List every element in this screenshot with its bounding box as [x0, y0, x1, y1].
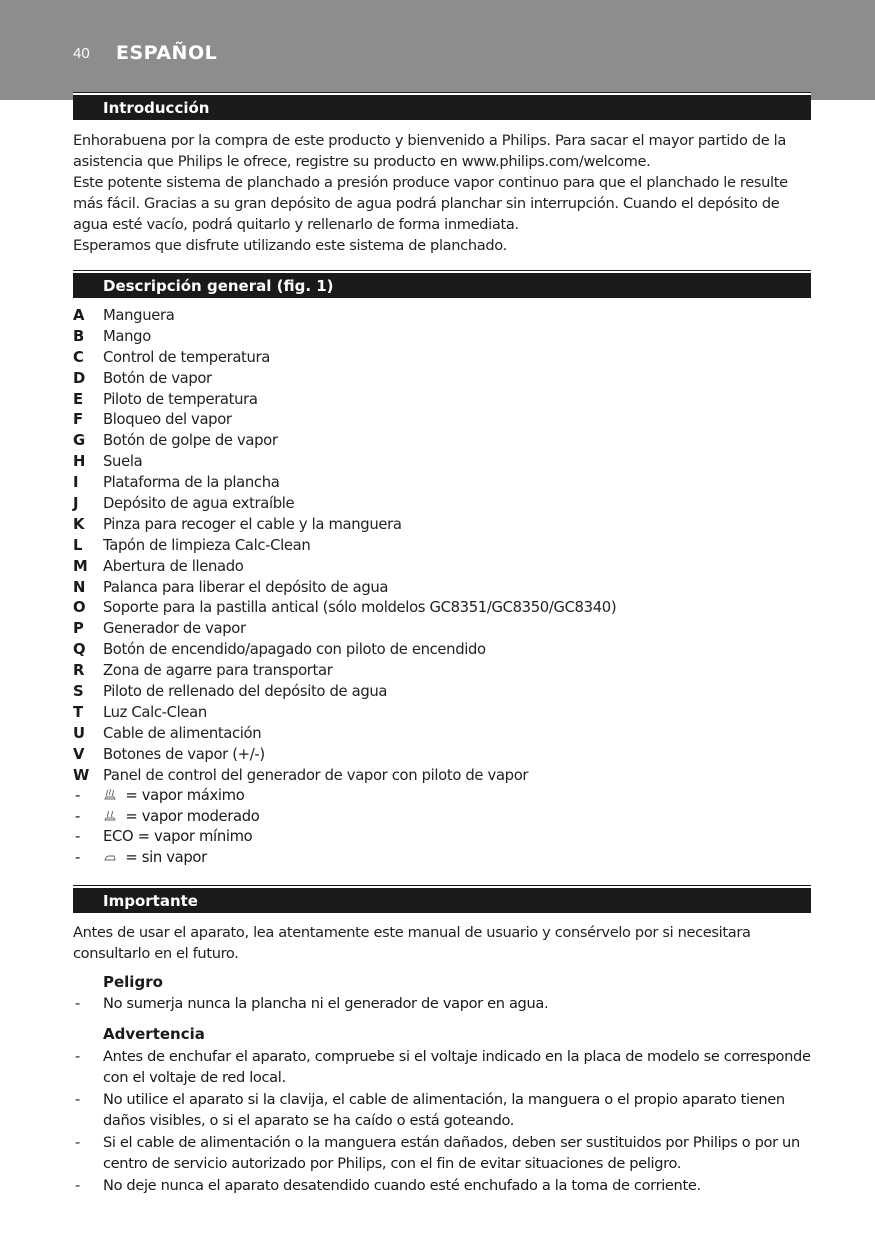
part-label: Manguera — [103, 307, 175, 324]
list-item: - No utilice el aparato si la clavija, el cable de alimentación, la manguera o el propio aparato tienen daños visibles, o si el aparato se ha caído o está goteando. — [73, 1089, 813, 1131]
part-item — [73, 348, 813, 369]
list-item: - Antes de enchufar el aparato, compruebe si el voltaje indicado en la placa de modelo se corresponde con el voltaje de red local. — [73, 1046, 813, 1088]
warning-item-text: No utilice el aparato si la clavija, el cable de alimentación, la manguera o el propio aparato tienen daños visibles, o si el aparato se ha caído o está goteando. — [103, 1091, 785, 1129]
part-letter: G — [73, 432, 85, 450]
part-label: Zona de agarre para transportar — [103, 662, 333, 680]
part-letter: A — [73, 307, 85, 324]
part-letter: D — [73, 369, 85, 387]
part-label: Abertura de llenado — [103, 557, 244, 575]
intro-paragraph-1: Enhorabuena por la compra de este producto y bienvenido a Philips. Para sacar el mayor partido de la asistencia que Philips le ofrece, registre su producto en www.philips.com/welcome. — [73, 132, 786, 170]
part-label: Pinza para recoger el cable y la manguera — [103, 515, 402, 533]
part-letter: R — [73, 662, 85, 680]
part-item — [73, 703, 813, 724]
part-item — [73, 515, 813, 536]
part-letter: P — [73, 620, 84, 638]
important-intro: Antes de usar el aparato, lea atentamente este manual de usuario y consérvelo por si necesitara consultarlo en el futuro. — [73, 924, 751, 962]
part-item — [73, 327, 813, 348]
part-label: Mango — [103, 327, 151, 345]
page-number: 40 — [73, 45, 90, 62]
warning-item-text: Si el cable de alimentación o la manguera están dañados, deben ser sustituidos por Philips o por un centro de servicio autorizado por Philips, con el fin de evitar situaciones de peligro. — [103, 1134, 800, 1172]
part-letter: N — [73, 578, 86, 596]
part-label: Botones de vapor (+/-) — [103, 745, 265, 763]
intro-body — [73, 130, 813, 256]
part-label: Bloqueo del vapor — [103, 411, 232, 429]
part-item — [73, 724, 813, 745]
part-letter: L — [73, 536, 83, 554]
part-label: Depósito de agua extraíble — [103, 495, 295, 513]
part-item — [73, 473, 813, 494]
part-item — [73, 410, 813, 431]
part-item — [73, 369, 813, 390]
part-letter: H — [73, 453, 86, 471]
parts-list — [73, 306, 813, 786]
part-label: Botón de encendido/apagado con piloto de encendido — [103, 641, 486, 659]
part-item — [73, 619, 813, 640]
part-item — [73, 661, 813, 682]
danger-item-text: No sumerja nunca la plancha ni el generador de vapor en agua. — [103, 995, 549, 1012]
part-item — [73, 306, 813, 327]
part-label: Cable de alimentación — [103, 724, 262, 742]
part-letter: M — [73, 557, 88, 575]
part-item — [73, 745, 813, 766]
part-letter: T — [73, 703, 83, 721]
legend-item — [73, 786, 813, 807]
part-letter: F — [73, 411, 83, 429]
legend-text: = vapor moderado — [125, 807, 260, 825]
intro-paragraph-2: Este potente sistema de planchado a presión produce vapor continuo para que el planchado le resulte más fácil. Gracias a su gran depósito de agua podrá planchar sin interrupción. Cuando el depósito de agua esté vacío, podrá quitarlo y rellenarlo de forma inmediata. — [73, 174, 788, 233]
language-title: ESPAÑOL — [116, 42, 218, 64]
warning-item-text: No deje nunca el aparato desatendido cuando esté enchufado a la toma de corriente. — [103, 1177, 701, 1194]
list-item: - No deje nunca el aparato desatendido cuando esté enchufado a la toma de corriente. — [73, 1175, 813, 1196]
steam-moderate-icon — [103, 809, 117, 823]
part-label: Suela — [103, 453, 143, 471]
section-bar-overview — [73, 271, 811, 298]
part-letter: U — [73, 724, 85, 742]
section-title-intro: Introducción — [103, 99, 210, 117]
part-item — [73, 640, 813, 661]
part-letter: S — [73, 683, 84, 701]
part-label: Palanca para liberar el depósito de agua — [103, 578, 389, 596]
part-item — [73, 682, 813, 703]
legend-item — [73, 807, 813, 828]
legend-text: ECO = vapor mínimo — [103, 828, 253, 846]
section-bar-important — [73, 886, 811, 913]
part-letter: W — [73, 766, 89, 784]
part-label: Soporte para la pastilla antical (sólo moldelos GC8351/GC8350/GC8340) — [103, 599, 617, 617]
part-item — [73, 598, 813, 619]
part-label: Control de temperatura — [103, 348, 270, 366]
part-item — [73, 536, 813, 557]
part-label: Panel de control del generador de vapor con piloto de vapor — [103, 766, 529, 784]
part-letter: J — [73, 495, 79, 513]
part-label: Generador de vapor — [103, 620, 246, 638]
part-letter: C — [73, 348, 84, 366]
part-item — [73, 390, 813, 411]
warning-list — [73, 1046, 813, 1197]
steam-max-icon — [103, 788, 117, 802]
no-steam-icon — [103, 850, 117, 864]
part-label: Plataforma de la plancha — [103, 474, 280, 492]
part-letter: Q — [73, 641, 86, 659]
steam-legend — [73, 786, 813, 869]
part-label: Botón de vapor — [103, 369, 212, 387]
legend-dash: - — [75, 849, 80, 867]
part-letter: I — [73, 474, 79, 492]
section-title-important: Importante — [103, 892, 198, 910]
part-item — [73, 452, 813, 473]
intro-paragraph-3: Esperamos que disfrute utilizando este sistema de planchado. — [73, 237, 507, 254]
legend-dash: - — [75, 807, 80, 825]
section-bar-intro — [73, 93, 811, 120]
part-letter: K — [73, 515, 85, 533]
part-item — [73, 431, 813, 452]
danger-list — [73, 993, 813, 1015]
page-header — [0, 0, 875, 100]
part-label: Piloto de rellenado del depósito de agua — [103, 683, 388, 701]
legend-item — [73, 827, 813, 848]
section-title-overview: Descripción general (fig. 1) — [103, 277, 334, 295]
legend-dash: - — [75, 828, 80, 846]
part-letter: E — [73, 390, 83, 408]
part-label: Tapón de limpieza Calc-Clean — [103, 536, 311, 554]
list-item: - No sumerja nunca la plancha ni el generador de vapor en agua. — [73, 993, 813, 1014]
legend-dash: - — [75, 787, 80, 804]
part-item — [73, 557, 813, 578]
part-letter: V — [73, 745, 85, 763]
list-item: - Si el cable de alimentación o la manguera están dañados, deben ser sustituidos por Philips o por un centro de servicio autorizado por Philips, con el fin de evitar situaciones de peligro. — [73, 1132, 813, 1174]
legend-item — [73, 848, 813, 869]
legend-text: = sin vapor — [125, 849, 207, 867]
part-label: Luz Calc-Clean — [103, 703, 207, 721]
part-item — [73, 766, 813, 787]
part-label: Botón de golpe de vapor — [103, 432, 278, 450]
part-item — [73, 578, 813, 599]
warning-heading: Advertencia — [103, 1025, 205, 1043]
part-letter: O — [73, 599, 86, 617]
part-item — [73, 494, 813, 515]
danger-heading: Peligro — [103, 973, 163, 991]
legend-text: = vapor máximo — [125, 787, 245, 804]
warning-item-text: Antes de enchufar el aparato, compruebe si el voltaje indicado en la placa de modelo se corresponde con el voltaje de red local. — [103, 1048, 811, 1086]
part-label: Piloto de temperatura — [103, 390, 258, 408]
part-letter: B — [73, 327, 84, 345]
